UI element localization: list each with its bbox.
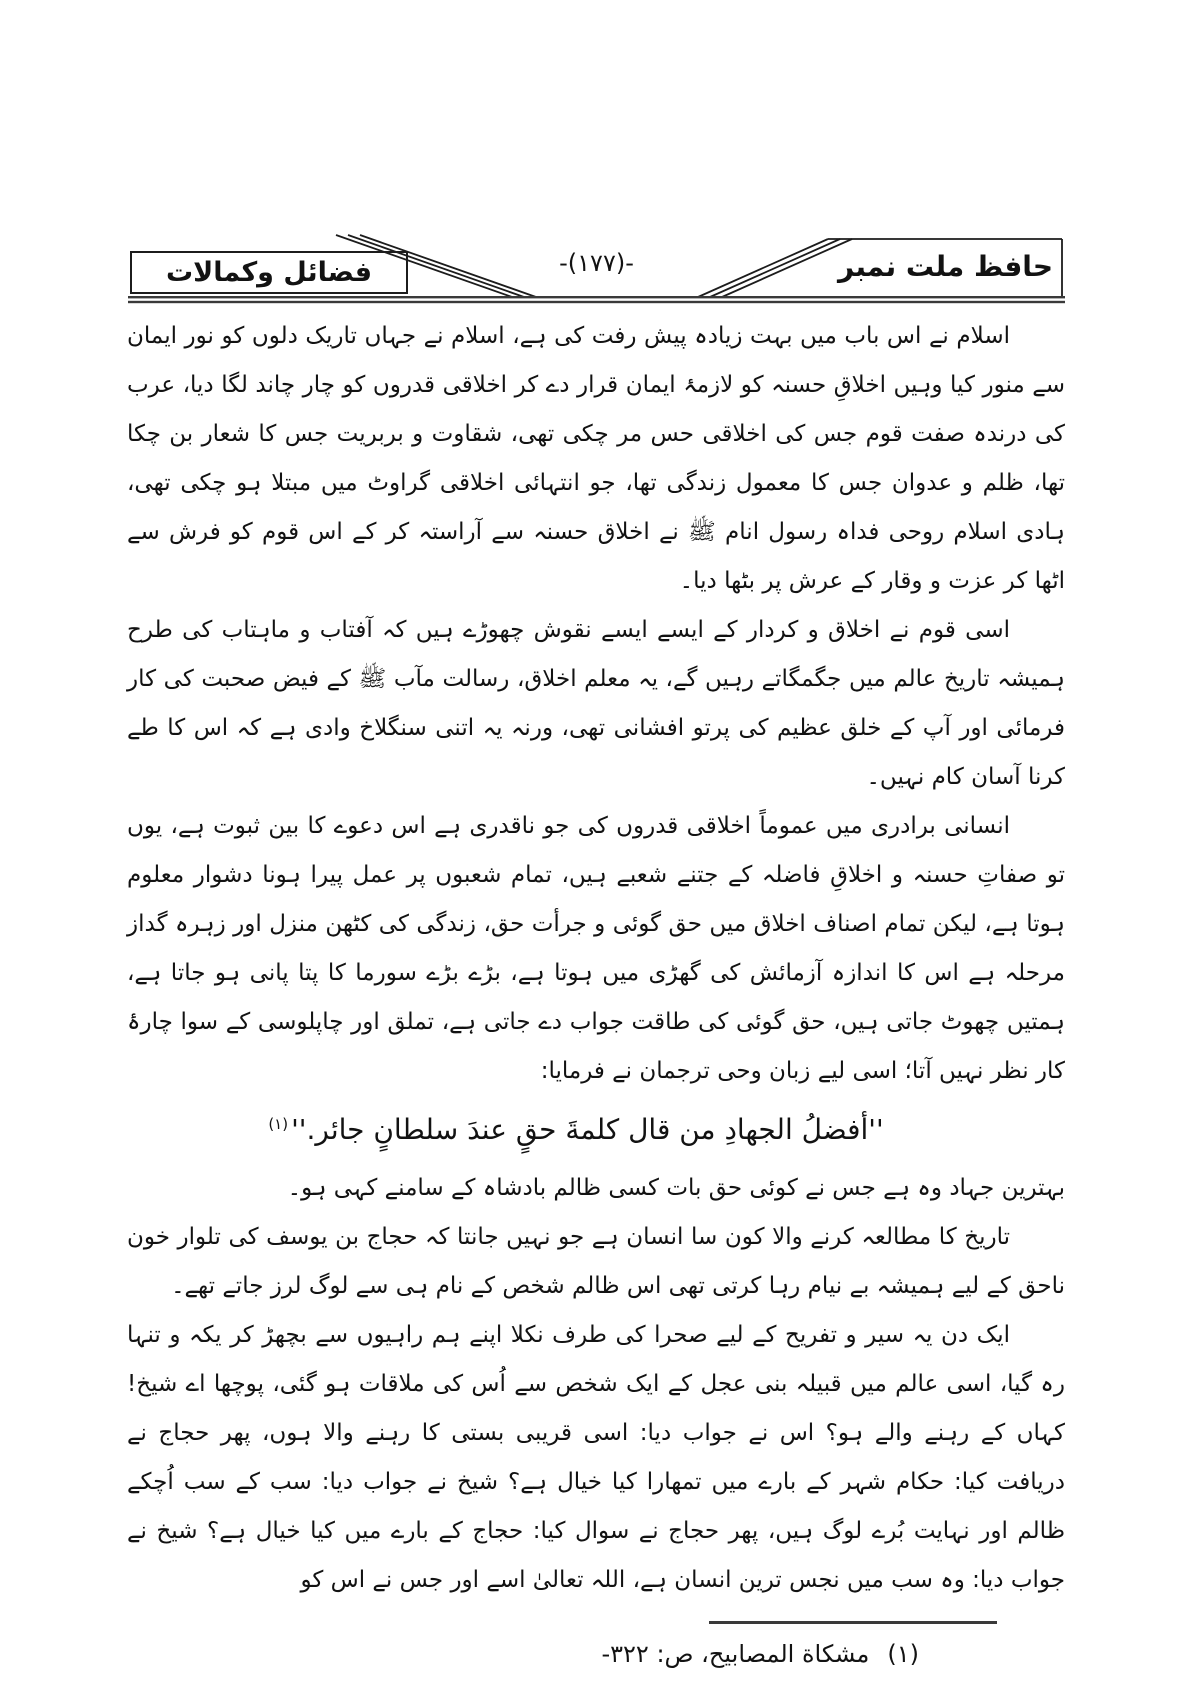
paragraph-1: اسلام نے اس باب میں بہت زیادہ پیش رفت کی ہے، اسلام نے جہاں تاریک دلوں کو نور ایمان سے منور کیا وہیں اخلاقِ حسنہ کو لازمۂ ایمان قرار دے کر اخلاقی قدروں کو چار چاند لگا دیا، عرب کی درندہ صفت قوم جس کی اخلاقی حس مر چکی تھی، شقاوت و بربریت جس کا شعار بن چکا تھا، ظلم و عدوان جس کا معمول زندگی تھا، جو انتہائی اخلاقی گراوٹ میں مبتلا ہو چکی تھی، ہادی اسلام روحی فداہ رسول انام ﷺ نے اخلاق حسنہ سے آراستہ کر کے اس قوم کو فرش سے اٹھا کر عزت و وقار کے عرش پر بٹھا دیا۔	[127, 323, 1065, 594]
hadith-quote	[127, 1101, 1025, 1159]
quote-footnote-marker: (١)	[268, 1114, 289, 1133]
footnote-block	[127, 1621, 1065, 1676]
page-number: -(١٧٧)-	[559, 249, 634, 277]
footnote-text: مشكاة المصابيح، ص: ٣٢٢-	[601, 1640, 870, 1668]
paragraph-4: تاریخ کا مطالعہ کرنے والا کون سا انسان ہے جو نہیں جانتا کہ حجاج بن یوسف کی تلوار خون ناحق کے لیے ہمیشہ بے نیام رہا کرتی تھی اس ظالم شخص کے نام ہی سے لوگ لرز جاتے تھے۔	[127, 1224, 1065, 1299]
body-text	[127, 312, 1065, 1676]
header-title-left: فضائل وکمالات	[130, 251, 408, 294]
footnote-marker: (١)	[887, 1640, 919, 1668]
paragraph-2: اسی قوم نے اخلاق و کردار کے ایسے ایسے نقوش چھوڑے ہیں کہ آفتاب و ماہتاب کی طرح ہمیشہ تاریخ عالم میں جگمگاتے رہیں گے، یہ معلم اخلاق، رسالت مآب ﷺ کے فیض صحبت کی کار فرمائی اور آپ کے خلق عظیم کی پرتو افشانی تھی، ورنہ یہ اتنی سنگلاخ وادی ہے کہ اس کا طے کرنا آسان کام نہیں۔	[127, 617, 1065, 790]
footnote	[127, 1632, 1065, 1676]
paragraph-3: انسانی برادری میں عموماً اخلاقی قدروں کی جو ناقدری ہے اس دعوے کا بین ثبوت ہے، یوں تو صفاتِ حسنہ و اخلاقِ فاضلہ کے جتنے شعبے ہیں، تمام شعبوں پر عمل پیرا ہونا دشوار معلوم ہوتا ہے، لیکن تمام اصناف اخلاق میں حق گوئی و جرأت حق، زندگی کی کٹھن منزل اور زہرہ گداز مرحلہ ہے اس کا اندازہ آزمائش کی گھڑی میں ہوتا ہے، بڑے بڑے سورما کا پتا پانی ہو جاتا ہے، ہمتیں چھوٹ جاتی ہیں، حق گوئی کی طاقت جواب دے جاتی ہے، تملق اور چاپلوسی کے سوا چارۂ کار نظر نہیں آتا؛ اسی لیے زبان وحی ترجمان نے فرمایا:	[127, 813, 1065, 1084]
header-double-rule	[128, 296, 1065, 303]
header-title-right: حافظ ملت نمبر	[837, 250, 1053, 283]
page-header	[128, 225, 1065, 305]
paragraph-5: ایک دن یہ سیر و تفریح کے لیے صحرا کی طرف نکلا اپنے ہم راہیوں سے بچھڑ کر یکہ و تنہا رہ گیا، اسی عالم میں قبیلہ بنی عجل کے ایک شخص سے اُس کی ملاقات ہو گئی، پوچھا اے شیخ! کہاں کے رہنے والے ہو؟ اس نے جواب دیا: اسی قریبی بستی کا رہنے والا ہوں، پھر حجاج نے دریافت کیا: حکام شہر کے بارے میں تمھارا کیا خیال ہے؟ شیخ نے جواب دیا: سب کے سب اُچکے ظالم اور نہایت بُرے لوگ ہیں، پھر حجاج نے سوال کیا: حجاج کے بارے میں کیا خیال ہے؟ شیخ نے جواب دیا: وہ سب میں نجس ترین انسان ہے، اللہ تعالیٰ اسے اور جس نے اس کو	[127, 1322, 1065, 1593]
hadith-translation: بہترین جہاد وہ ہے جس نے کوئی حق بات کسی ظالم بادشاہ کے سامنے کہی ہو۔	[287, 1175, 1065, 1201]
footnote-separator	[709, 1621, 997, 1624]
hadith-quote-text: ''أفضلُ الجهادِ من قال كلمةَ حقٍ عندَ سلطانٍ جائر.''	[291, 1113, 884, 1146]
